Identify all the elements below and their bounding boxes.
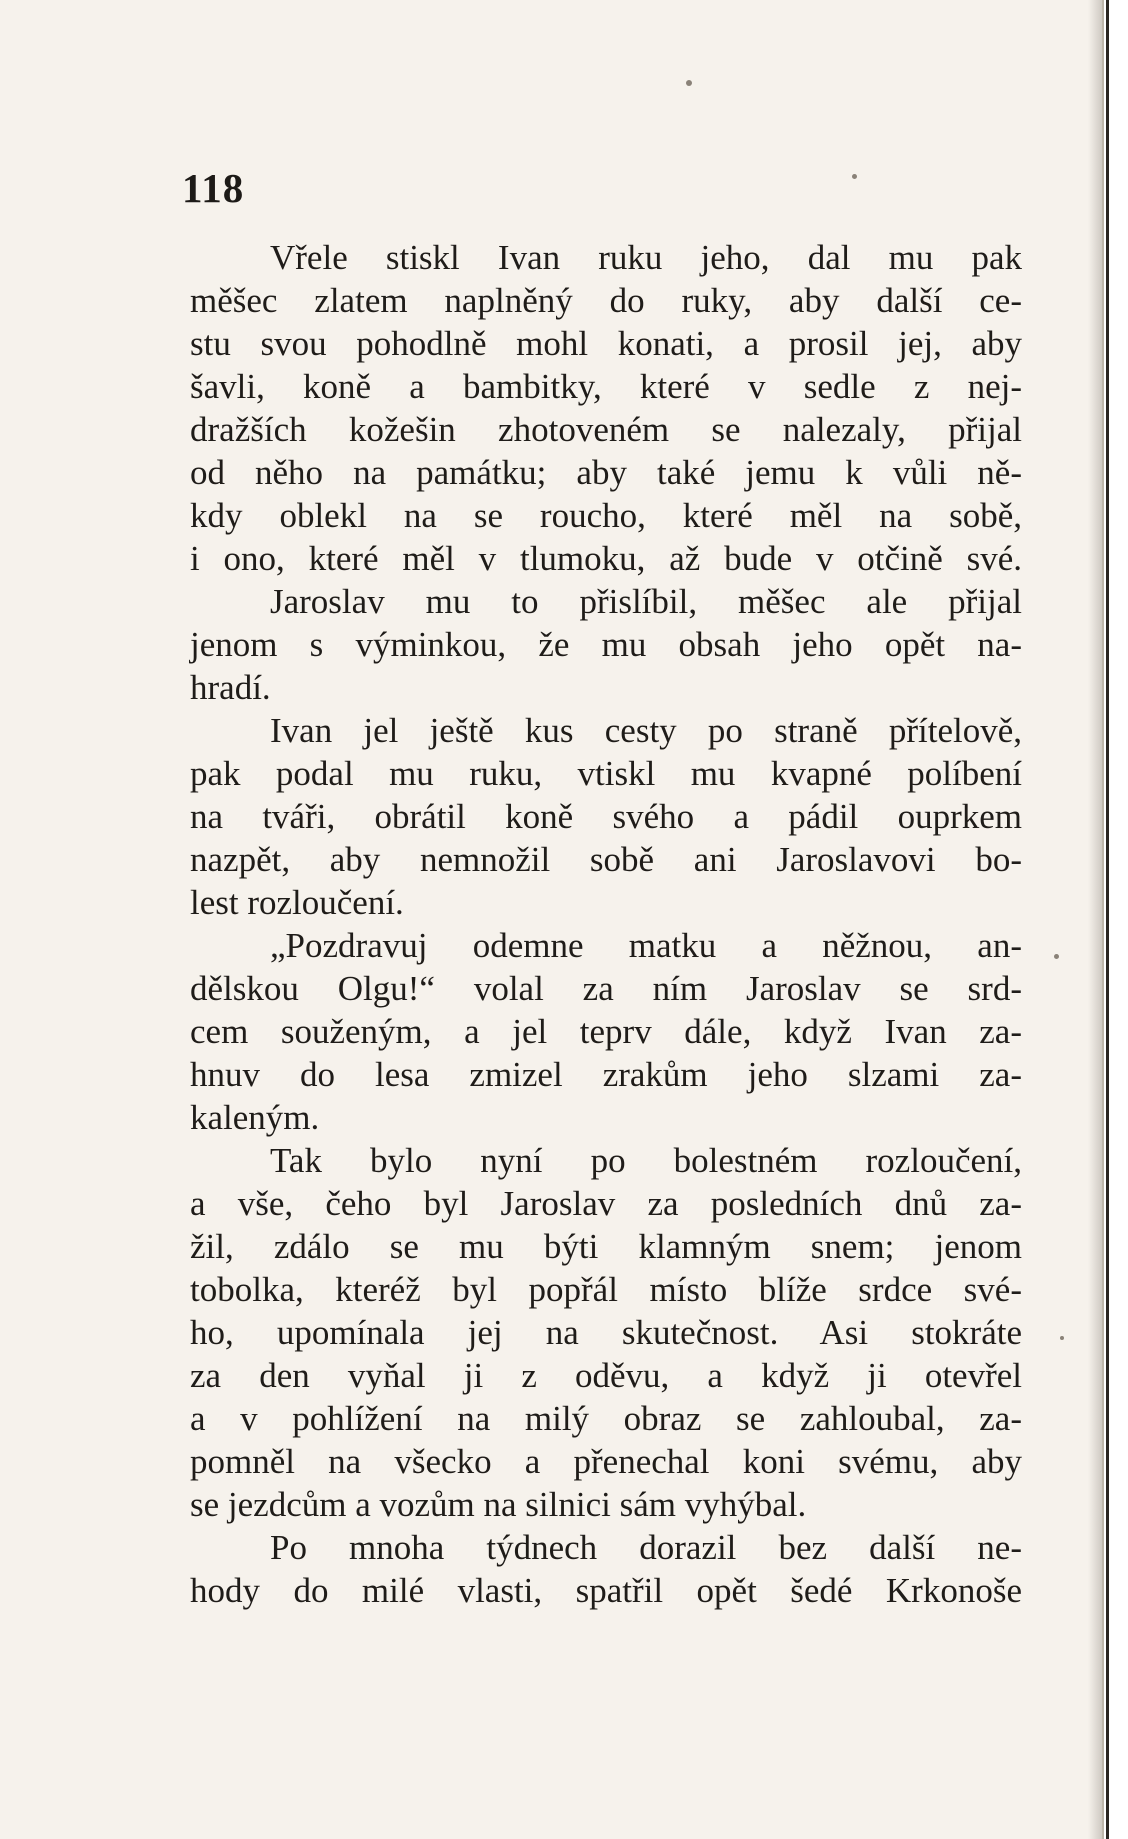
text-line: Jaroslav mu to přislíbil, měšec ale přijal — [270, 582, 1022, 621]
paper-speck — [852, 174, 857, 179]
text-line: dražších kožešin zhotoveném se nalezaly, přijal — [190, 410, 1022, 449]
text-line: nazpět, aby nemnožil sobě ani Jaroslavovi bo- — [190, 840, 1022, 879]
text-line: hradí. — [190, 668, 271, 707]
text-line: za den vyňal ji z oděvu, a když ji otevřel — [190, 1356, 1022, 1395]
text-line: na tváři, obrátil koně svého a pádil ouprkem — [190, 797, 1022, 836]
text-line: Ivan jel ještě kus cesty po straně přítelově, — [270, 711, 1022, 750]
text-line: cem souženým, a jel teprv dále, když Ivan za- — [190, 1012, 1022, 1051]
paper-speck — [1060, 1336, 1064, 1340]
text-line: šavli, koně a bambitky, které v sedle z nej- — [190, 367, 1022, 406]
paper-speck — [1054, 954, 1059, 959]
text-line: i ono, které měl v tlumoku, až bude v otčině své. — [190, 539, 1022, 578]
text-line: od něho na památku; aby také jemu k vůli ně- — [190, 453, 1022, 492]
text-line: „Pozdravuj odemne matku a něžnou, an- — [270, 926, 1022, 965]
body-text — [190, 236, 1022, 1612]
text-line: stu svou pohodlně mohl konati, a prosil jej, aby — [190, 324, 1022, 363]
text-line: lest rozloučení. — [190, 883, 404, 922]
text-line: dělskou Olgu!“ volal za ním Jaroslav se srd- — [190, 969, 1022, 1008]
text-line: se jezdcům a vozům na silnici sám vyhýbal. — [190, 1485, 807, 1524]
text-line: tobolka, kteréž byl popřál místo blíže srdce své- — [190, 1270, 1022, 1309]
book-edge — [1106, 0, 1109, 1839]
text-line: měšec zlatem naplněný do ruky, aby další ce- — [190, 281, 1022, 320]
text-line: hody do milé vlasti, spatřil opět šedé Krkonoše — [190, 1571, 1022, 1610]
text-line: hnuv do lesa zmizel zrakům jeho slzami za- — [190, 1055, 1022, 1094]
text-line: a v pohlížení na milý obraz se zahloubal, za- — [190, 1399, 1022, 1438]
text-line: pomněl na všecko a přenechal koni svému, aby — [190, 1442, 1022, 1481]
text-line: Tak bylo nyní po bolestném rozloučení, — [270, 1141, 1022, 1180]
page-gutter-shadow — [1088, 0, 1102, 1839]
text-line: kdy oblekl na se roucho, které měl na sobě, — [190, 496, 1022, 535]
text-line: pak podal mu ruku, vtiskl mu kvapné políbení — [190, 754, 1022, 793]
page-number: 118 — [182, 165, 245, 211]
text-line: kaleným. — [190, 1098, 320, 1137]
text-line: a vše, čeho byl Jaroslav za posledních dnů za- — [190, 1184, 1022, 1223]
text-line: jenom s výminkou, že mu obsah jeho opět na- — [190, 625, 1022, 664]
text-line: ho, upomínala jej na skutečnost. Asi stokráte — [190, 1313, 1022, 1352]
text-line: Vřele stiskl Ivan ruku jeho, dal mu pak — [270, 238, 1022, 277]
paper-speck — [686, 80, 692, 86]
text-line: Po mnoha týdnech dorazil bez další ne- — [270, 1528, 1022, 1567]
text-line: žil, zdálo se mu býti klamným snem; jenom — [190, 1227, 1022, 1266]
